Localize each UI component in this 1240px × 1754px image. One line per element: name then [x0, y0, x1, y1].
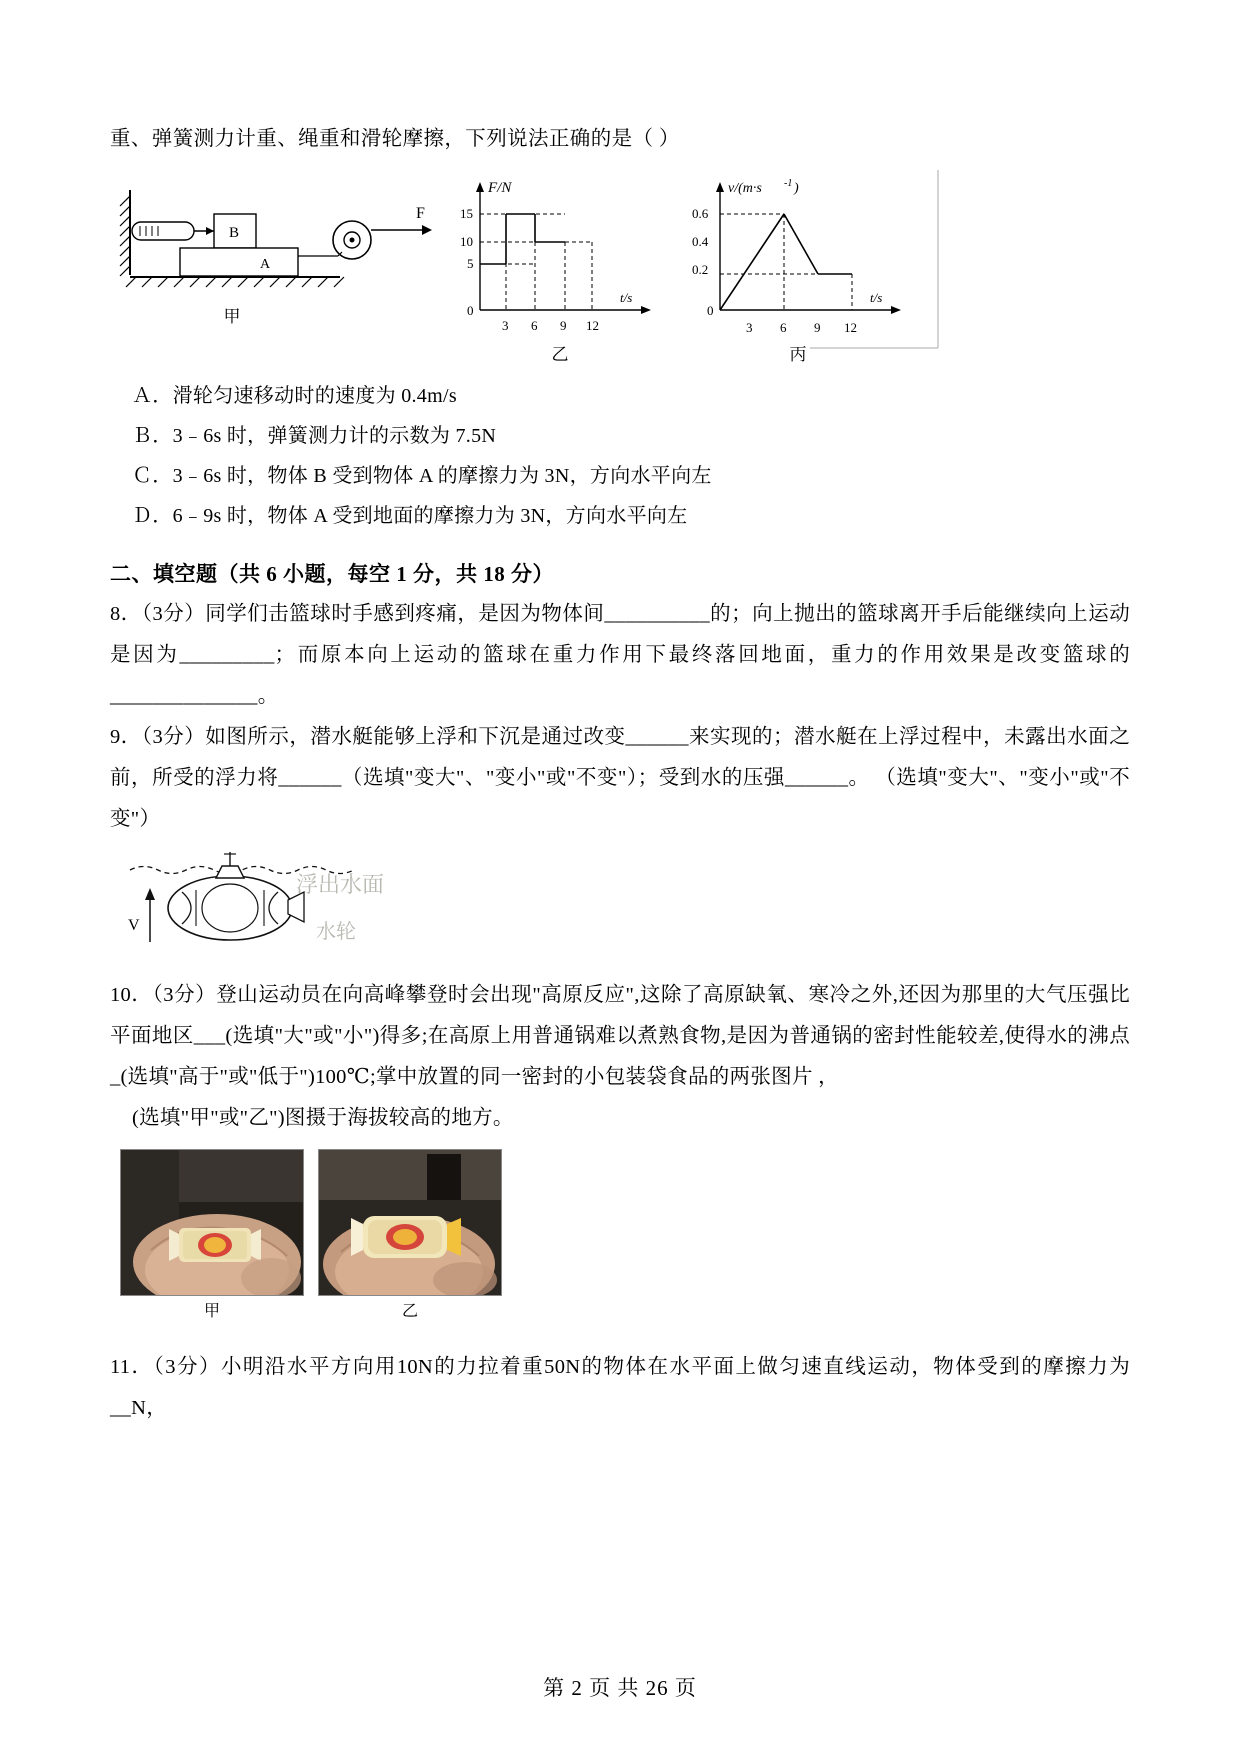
figure-9-text-waterline: 水轮 [316, 918, 356, 943]
svg-text:t/s: t/s [620, 289, 633, 305]
svg-text:12: 12 [844, 319, 857, 335]
photo-yi-wrap [318, 1149, 502, 1321]
svg-text:3: 3 [746, 319, 753, 335]
option-d: Ｄ．6﹣9s 时，物体 A 受到地面的摩擦力为 3N，方向水平向左 [132, 504, 688, 527]
svg-text:): ) [794, 180, 799, 196]
svg-text:3: 3 [502, 317, 509, 333]
question-10-cont: (选填"甲"或"乙")图摄于海拔较高的地方。 [132, 1106, 514, 1129]
svg-text:B: B [229, 224, 240, 241]
photo-caption-yi: 乙 [401, 1302, 418, 1320]
figure-9-svg [120, 846, 450, 961]
svg-text:9: 9 [814, 319, 821, 335]
svg-text:10: 10 [460, 233, 473, 249]
question-7-stem: 重、弹簧测力计重、绳重和滑轮摩擦，下列说法正确的是（ ） [110, 128, 680, 150]
svg-text:0.4: 0.4 [692, 233, 709, 249]
figure-9-label-v: V [128, 916, 140, 934]
figure-7 [110, 170, 1130, 370]
svg-text:A: A [260, 256, 271, 272]
photo-caption-jia: 甲 [203, 1302, 220, 1320]
figure-7-svg [110, 170, 1130, 370]
svg-text:5: 5 [467, 255, 474, 271]
page-footer: 第 2 页 共 26 页 [543, 1676, 697, 1700]
svg-text:0: 0 [467, 302, 474, 318]
svg-text:-1: -1 [784, 177, 793, 189]
svg-text:9: 9 [560, 317, 567, 333]
svg-text:6: 6 [780, 319, 787, 335]
figure-9 [120, 846, 1130, 961]
svg-text:0: 0 [707, 302, 714, 318]
option-b: Ｂ．3﹣6s 时，弹簧测力计的示数为 7.5N [132, 424, 497, 447]
photo-jia [120, 1149, 304, 1296]
section-title-fill-blank: 二、填空题（共 6 小题，每空 1 分，共 18 分） [110, 561, 554, 586]
svg-text:0.6: 0.6 [692, 205, 709, 221]
figure-10-photos [120, 1149, 1130, 1321]
photo-jia-wrap [120, 1149, 304, 1321]
option-c: Ｃ．3﹣6s 时，物体 B 受到物体 A 的摩擦力为 3N，方向水平向左 [132, 464, 712, 487]
svg-text:15: 15 [460, 205, 473, 221]
question-11: 11．（3分）小明沿水平方向用10N的力拉着重50N的物体在水平面上做匀速直线运动，物体受到的摩擦力为__N， [110, 1355, 1130, 1419]
svg-text:0.2: 0.2 [692, 261, 709, 277]
option-a: Ａ．滑轮匀速移动时的速度为 0.4m/s [132, 384, 457, 407]
figure-9-text-surface: 浮出水面 [296, 872, 385, 898]
question-8: 8．（3分）同学们击篮球时手感到疼痛，是因为物体间__________的；向上抛出的篮球离开手后能继续向上运动是因为_________；而原本向上运动的篮球在重力作用下最终落回地面，重力的作用效果是改变篮球的______________。 [110, 602, 1130, 707]
svg-text:F: F [416, 204, 425, 222]
photo-yi [318, 1149, 502, 1296]
svg-text:F/N: F/N [488, 179, 512, 196]
svg-text:12: 12 [586, 317, 599, 333]
figure-label-yi: 乙 [551, 344, 569, 364]
svg-text:6: 6 [531, 317, 538, 333]
question-9: 9．（3分）如图所示，潜水艇能够上浮和下沉是通过改变______来实现的；潜水艇在上浮过程中，未露出水面之前，所受的浮力将______（选填"变大"、"变小"或"不变"）；受到水的压强______。 （选填"变大"、"变小"或"不变"） [110, 725, 1130, 830]
svg-text:t/s: t/s [870, 289, 883, 305]
figure-label-bing: 丙 [789, 344, 807, 364]
question-10: 10．（3分）登山运动员在向高峰攀登时会出现"高原反应",这除了高原缺氧、寒冷之外,还因为那里的大气压强比平面地区___(选填"大"或"小")得多;在高原上用普通锅难以煮熟食物,是因为普通锅的密封性能较差,使得水的沸点_(选填"高于"或"低于")100℃;掌中放置的同一密封的小包装袋食品的两张图片 ， [110, 983, 1130, 1088]
figure-label-jia: 甲 [223, 306, 241, 326]
svg-text:v/(m·s: v/(m·s [728, 180, 762, 196]
